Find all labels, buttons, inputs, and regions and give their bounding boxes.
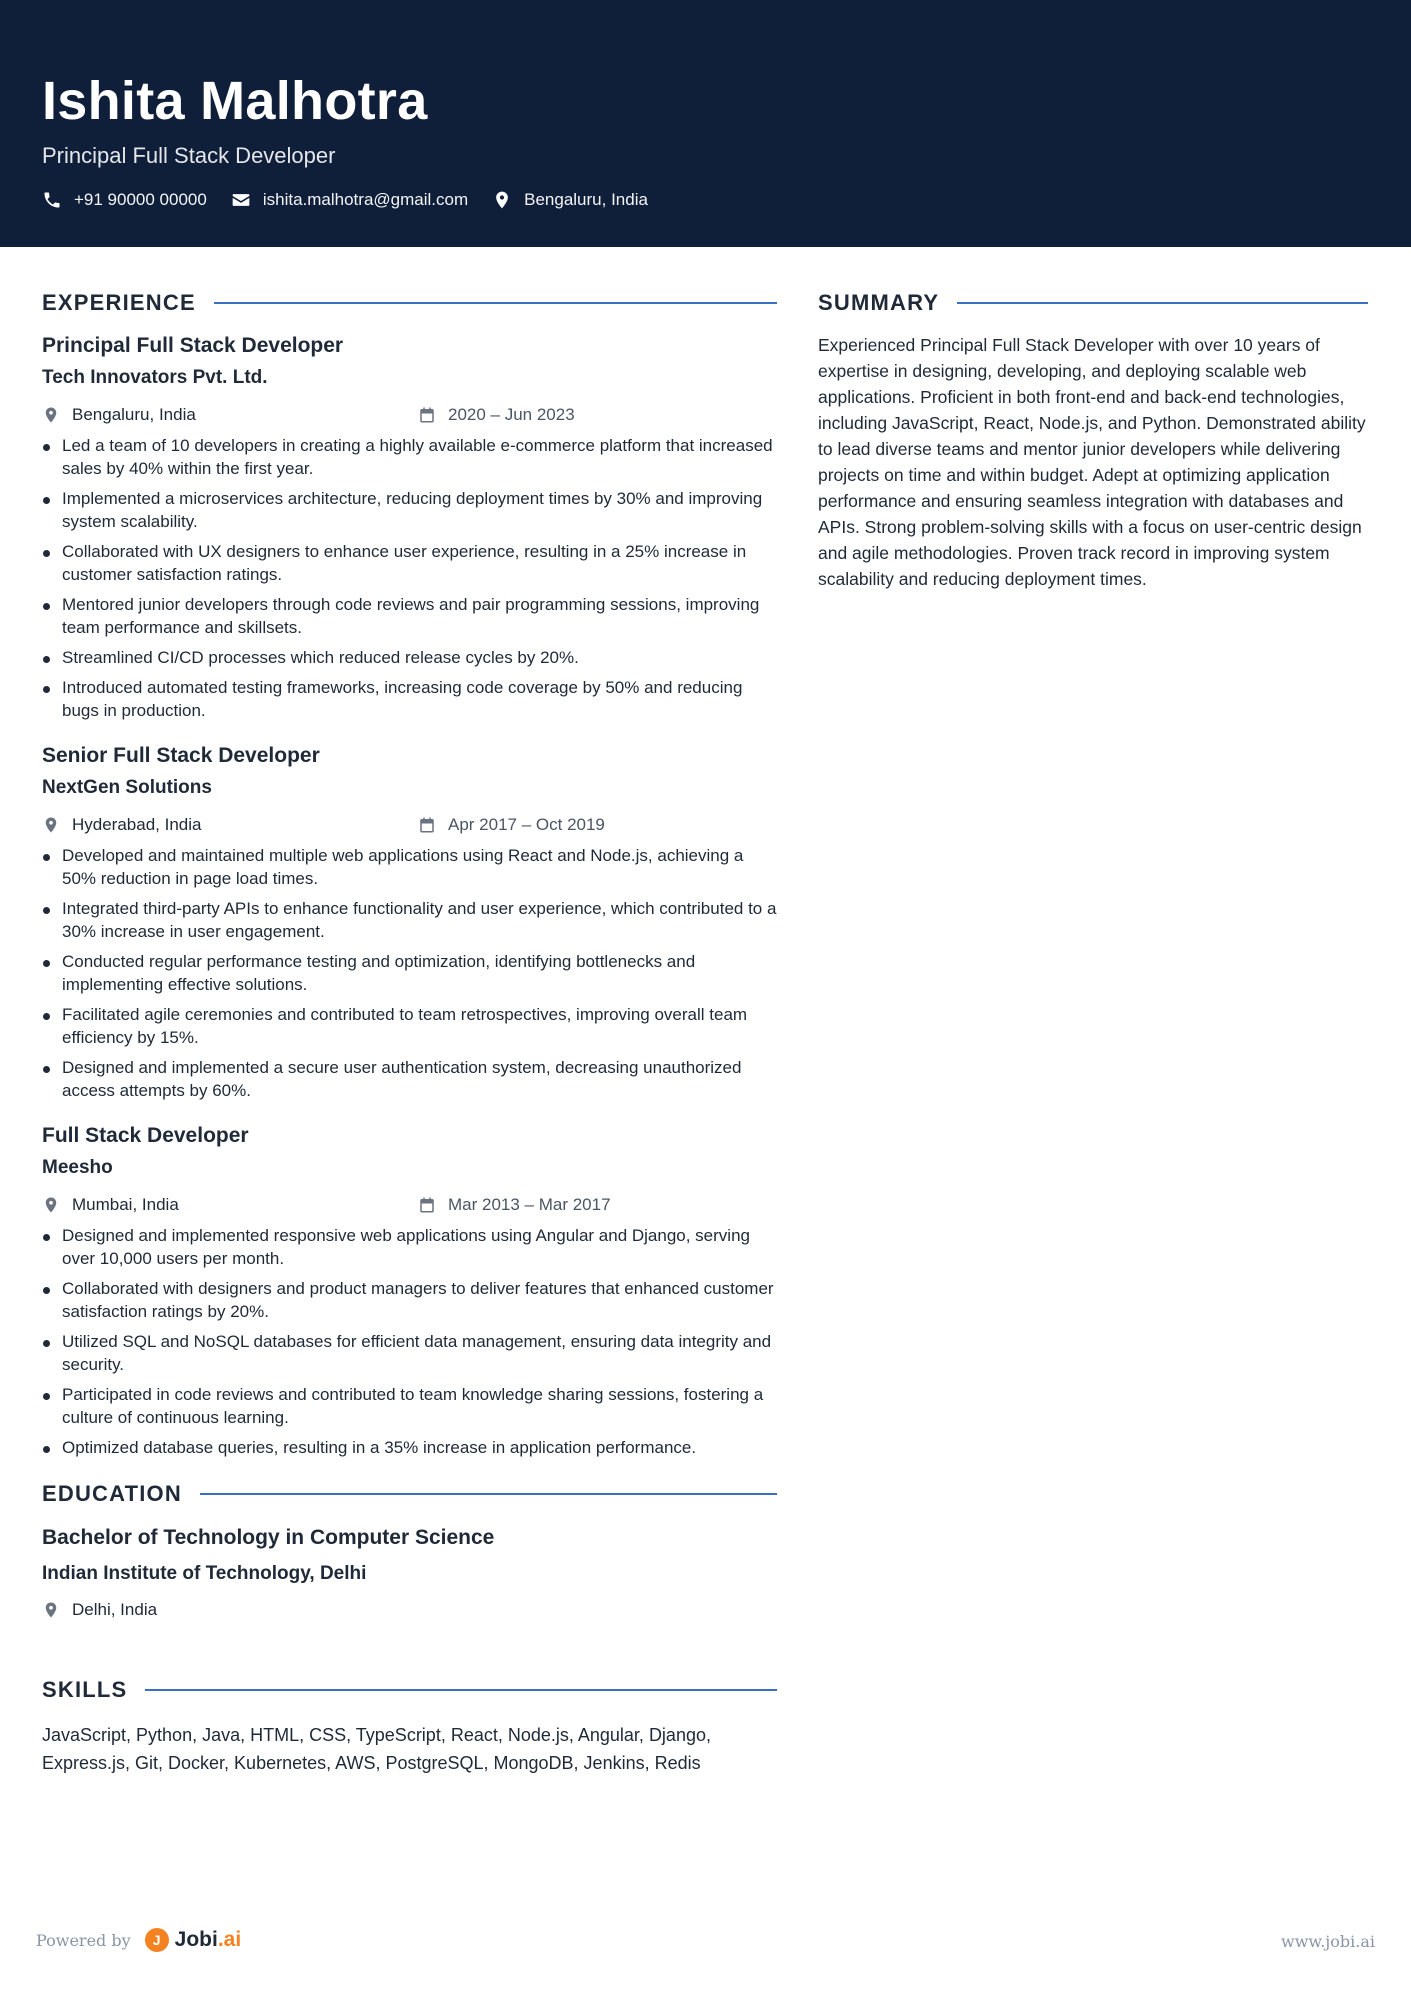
mail-icon	[231, 190, 251, 210]
bullet-item: Utilized SQL and NoSQL databases for efficient data management, ensuring data integrity and security.	[42, 1330, 777, 1376]
job-meta	[42, 402, 777, 428]
job-company: Tech Innovators Pvt. Ltd.	[42, 367, 268, 388]
footer-branding	[36, 1928, 241, 1952]
candidate-role: Principal Full Stack Developer	[42, 143, 336, 168]
logo-suffix: .ai	[217, 1928, 242, 1951]
job-dates	[418, 815, 605, 835]
contact-email[interactable]	[231, 190, 468, 210]
powered-by-text: Powered by	[36, 1930, 131, 1950]
job-dates-text: 2020 – Jun 2023	[448, 405, 575, 424]
job-entry	[42, 1122, 777, 1459]
skills-heading	[42, 1675, 777, 1705]
bullet-item: Developed and maintained multiple web applications using React and Node.js, achieving a 50% reduction in page load times.	[42, 844, 777, 890]
bullet-item: Introduced automated testing frameworks, increasing code coverage by 50% and reducing bugs in production.	[42, 676, 777, 722]
experience-heading	[42, 288, 777, 318]
summary-heading	[818, 288, 1368, 318]
education-location-text: Delhi, India	[72, 1600, 158, 1619]
experience-title: EXPERIENCE	[42, 290, 196, 315]
section-divider	[200, 1493, 777, 1495]
calendar-icon	[418, 816, 436, 834]
job-title: Principal Full Stack Developer	[42, 334, 344, 357]
summary-title: SUMMARY	[818, 290, 940, 315]
bullet-item: Optimized database queries, resulting in a 35% increase in application performance.	[42, 1436, 777, 1459]
job-location	[42, 405, 418, 425]
bullet-item: Collaborated with designers and product managers to deliver features that enhanced customer satisfaction ratings by 20%.	[42, 1277, 777, 1323]
location-text: Bengaluru, India	[524, 190, 648, 209]
job-entry	[42, 332, 777, 722]
section-divider	[214, 302, 777, 304]
phone-icon	[42, 190, 62, 210]
bullet-item: Integrated third-party APIs to enhance functionality and user experience, which contributed to a 30% increase in user engagement.	[42, 897, 777, 943]
bullet-item: Designed and implemented a secure user authentication system, decreasing unauthorized access attempts by 60%.	[42, 1056, 777, 1102]
bullet-item: Streamlined CI/CD processes which reduced release cycles by 20%.	[42, 646, 777, 669]
resume-header	[0, 0, 1411, 247]
job-title: Senior Full Stack Developer	[42, 744, 320, 767]
bullet-item: Implemented a microservices architecture, reducing deployment times by 30% and improving system scalability.	[42, 487, 777, 533]
education-heading	[42, 1479, 777, 1509]
job-bullets	[42, 1224, 777, 1459]
job-company: NextGen Solutions	[42, 777, 212, 798]
section-divider	[957, 302, 1368, 304]
job-location	[42, 1195, 418, 1215]
job-location	[42, 815, 418, 835]
job-dates	[418, 405, 575, 425]
education-title: EDUCATION	[42, 1481, 182, 1506]
job-title: Full Stack Developer	[42, 1124, 249, 1147]
map-pin-icon	[492, 190, 512, 210]
contact-phone[interactable]	[42, 190, 207, 210]
bullet-item: Conducted regular performance testing and optimization, identifying bottlenecks and implementing effective solutions.	[42, 950, 777, 996]
job-company: Meesho	[42, 1157, 113, 1178]
education-degree: Bachelor of Technology in Computer Science	[42, 1526, 495, 1549]
email-text: ishita.malhotra@gmail.com	[262, 190, 469, 209]
footer-url[interactable]: www.jobi.ai	[1281, 1932, 1375, 1951]
contact-location	[492, 190, 648, 210]
job-meta	[42, 812, 777, 838]
map-pin-icon	[42, 816, 60, 834]
bullet-item: Led a team of 10 developers in creating a highly available e-commerce platform that increased sales by 40% within the first year.	[42, 434, 777, 480]
job-dates	[418, 1195, 611, 1215]
skills-list: JavaScript, Python, Java, HTML, CSS, TypeScript, React, Node.js, Angular, Django, Express.js, Git, Docker, Kubernetes, AWS, PostgreSQL, MongoDB, Jenkins, Redis	[42, 1725, 711, 1773]
job-entry	[42, 742, 777, 1102]
left-column	[42, 288, 777, 1777]
calendar-icon	[418, 406, 436, 424]
job-location-text: Hyderabad, India	[72, 815, 202, 834]
job-bullets	[42, 434, 777, 722]
bullet-item: Facilitated agile ceremonies and contributed to team retrospectives, improving overall team efficiency by 15%.	[42, 1003, 777, 1049]
summary-text: Experienced Principal Full Stack Developer with over 10 years of expertise in designing, developing, and deploying scalable web applications. Proficient in both front-end and back-end technologies, including JavaScript, React, Node.js, and Python. Demonstrated ability to lead diverse teams and mentor junior developers while delivering projects on time and within budget. Adept at optimizing application performance and ensuring seamless integration with databases and APIs. Strong problem-solving skills with a focus on user-centric design and agile methodologies. Proven track record in improving system scalability and reducing deployment times.	[818, 335, 1366, 589]
map-pin-icon	[42, 406, 60, 424]
skills-title: SKILLS	[42, 1677, 128, 1702]
map-pin-icon	[42, 1601, 60, 1619]
job-bullets	[42, 844, 777, 1102]
jobi-logo-icon: J	[145, 1928, 169, 1952]
map-pin-icon	[42, 1196, 60, 1214]
contact-row	[42, 190, 672, 210]
education-location	[42, 1600, 418, 1620]
job-meta	[42, 1192, 777, 1218]
phone-text: +91 90000 00000	[74, 190, 207, 209]
bullet-item: Participated in code reviews and contributed to team knowledge sharing sessions, fostering a culture of continuous learning.	[42, 1383, 777, 1429]
bullet-item: Collaborated with UX designers to enhance user experience, resulting in a 25% increase in customer satisfaction ratings.	[42, 540, 777, 586]
bullet-item: Designed and implemented responsive web applications using Angular and Django, serving over 10,000 users per month.	[42, 1224, 777, 1270]
candidate-name: Ishita Malhotra	[42, 71, 428, 131]
job-location-text: Bengaluru, India	[72, 405, 196, 424]
job-dates-text: Mar 2013 – Mar 2017	[448, 1195, 611, 1214]
logo-main: Jobi	[174, 1928, 218, 1951]
job-dates-text: Apr 2017 – Oct 2019	[448, 815, 605, 834]
section-divider	[145, 1689, 777, 1691]
calendar-icon	[418, 1196, 436, 1214]
education-meta	[42, 1597, 777, 1623]
education-school: Indian Institute of Technology, Delhi	[42, 1563, 367, 1584]
right-column	[818, 288, 1368, 592]
bullet-item: Mentored junior developers through code reviews and pair programming sessions, improving team performance and skillsets.	[42, 593, 777, 639]
jobi-logo-text[interactable]	[175, 1928, 242, 1952]
job-location-text: Mumbai, India	[72, 1195, 179, 1214]
